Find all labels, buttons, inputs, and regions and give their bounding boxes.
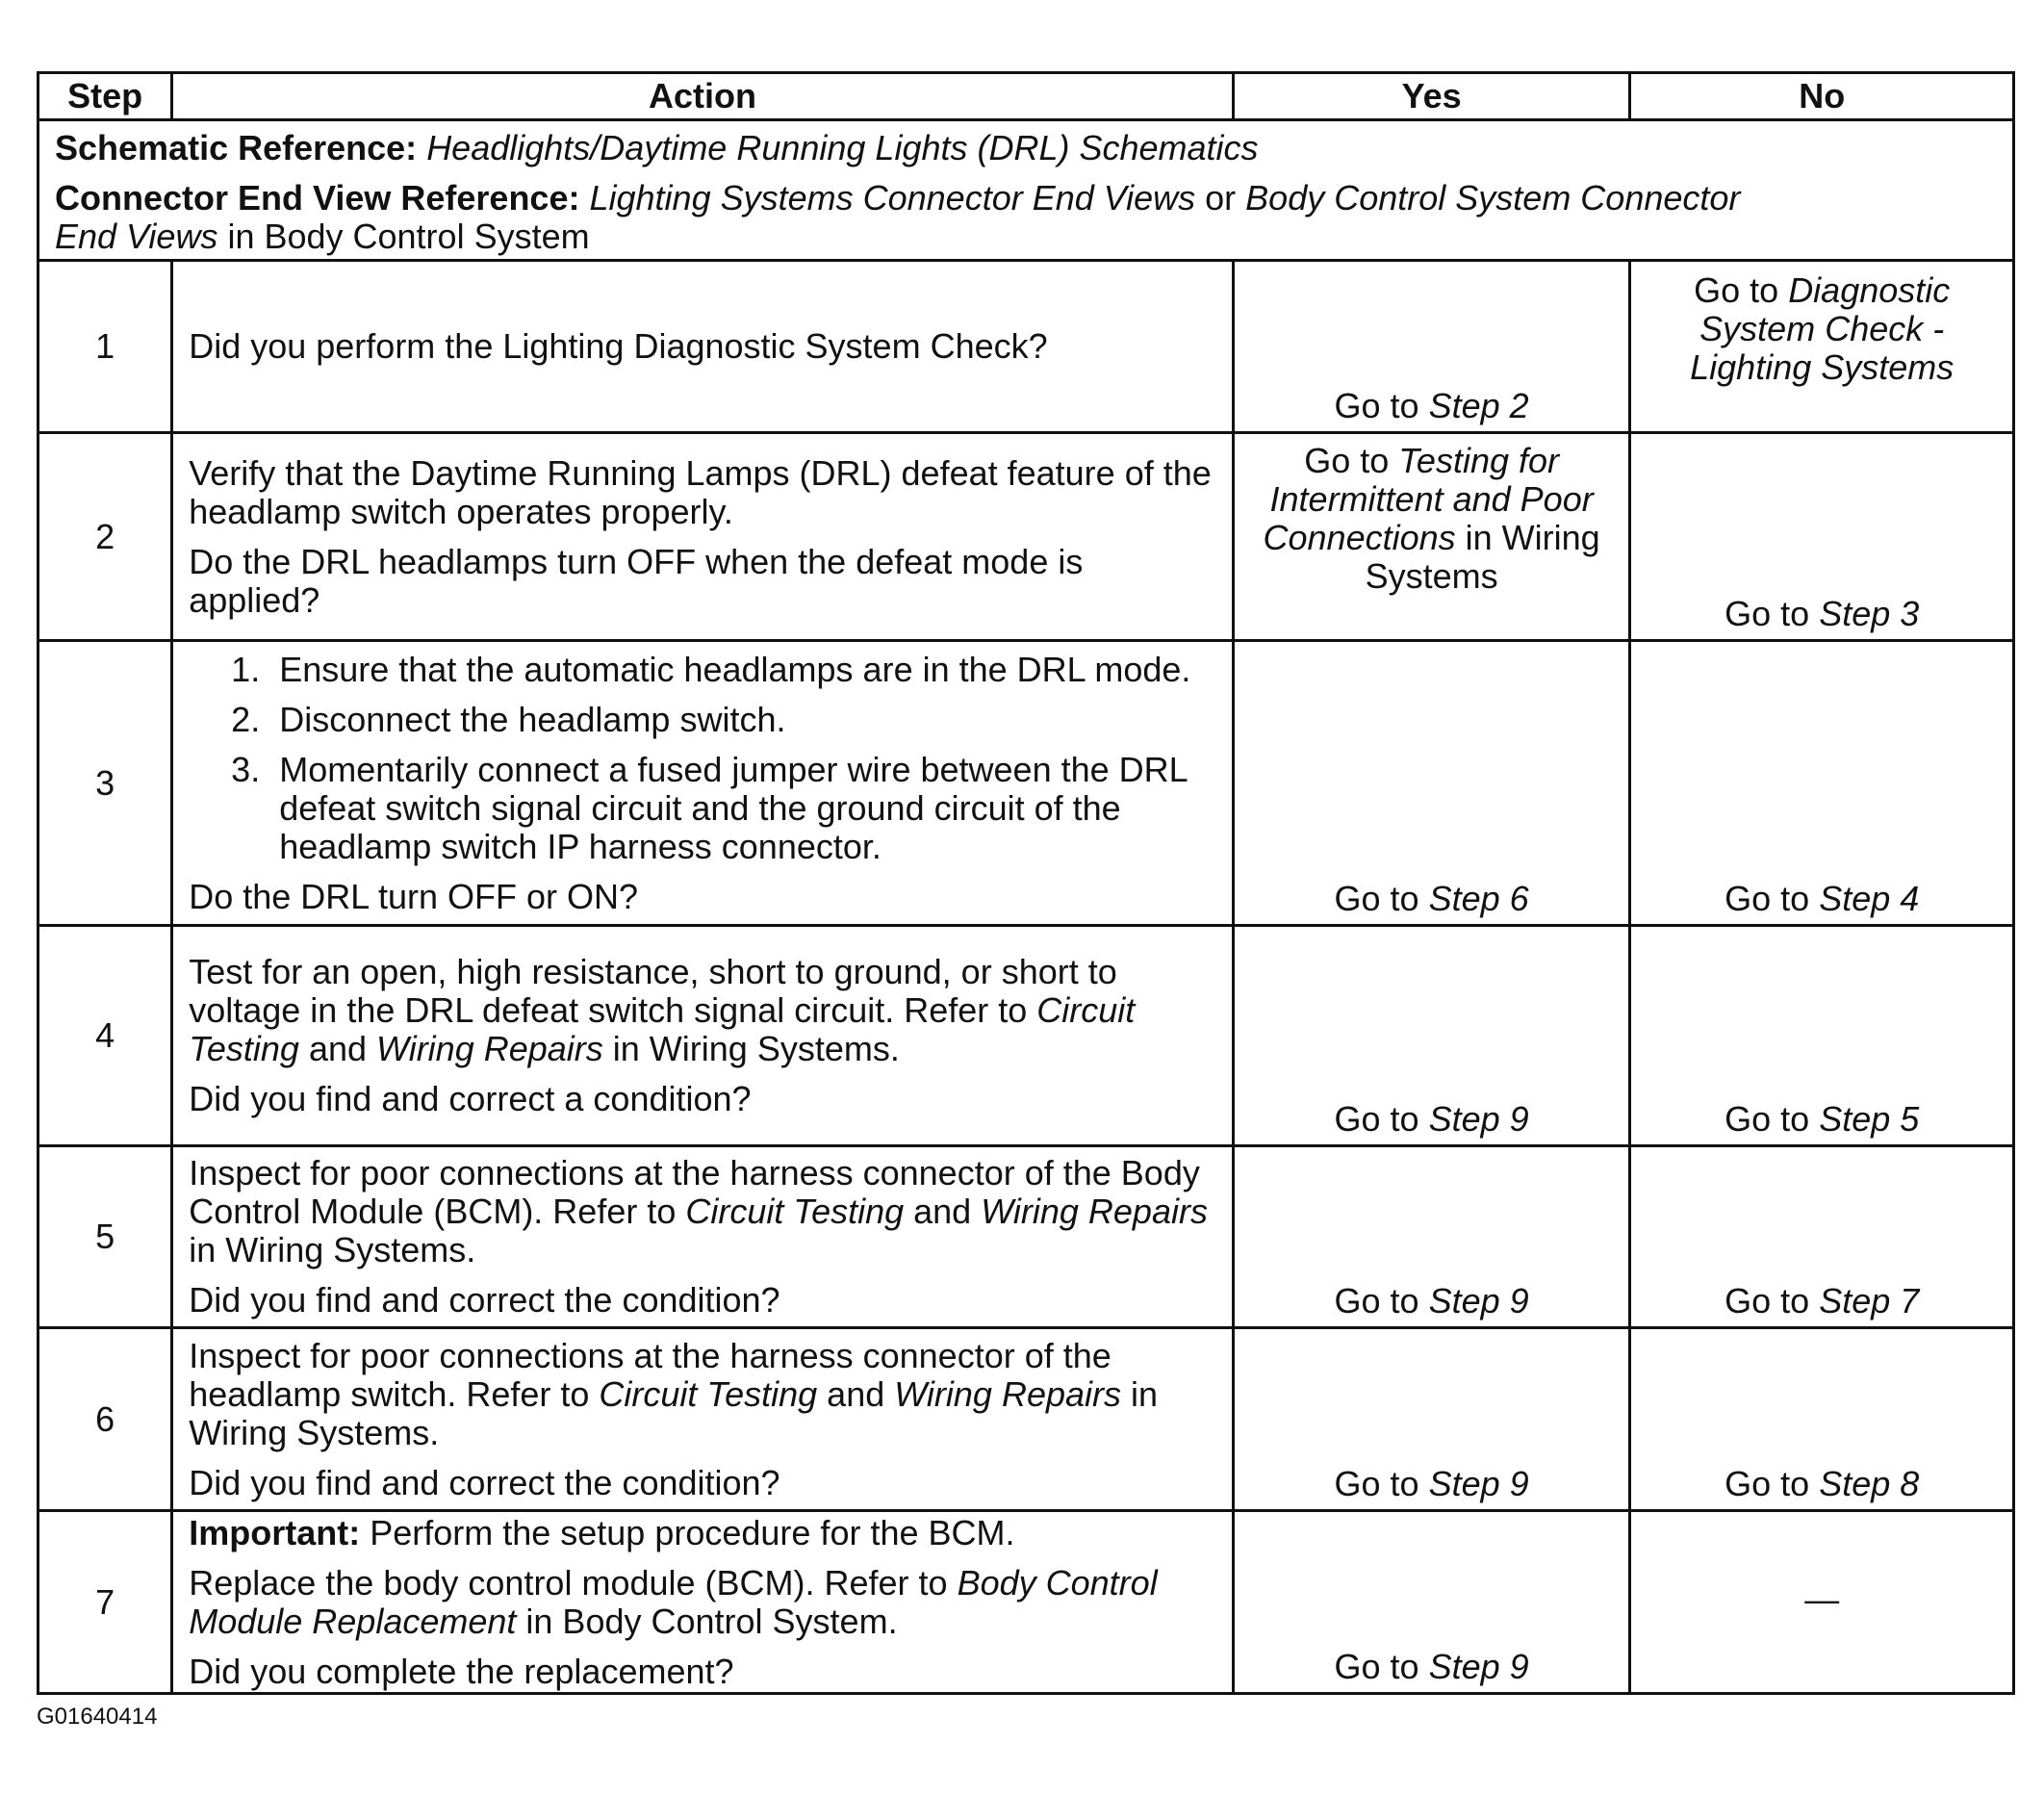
no-cell bbox=[1630, 641, 2014, 926]
list-item: 3. Momentarily connect a fused jumper wire between the DRL defeat switch signal circuit and the ground circuit of the headlamp switch IP harness connector. bbox=[269, 751, 1216, 866]
yes-cell bbox=[1233, 433, 1630, 641]
yes-prefix: Go to bbox=[1334, 1647, 1429, 1686]
schematic-reference bbox=[55, 129, 1997, 167]
no-link[interactable]: Step 3 bbox=[1819, 594, 1920, 633]
action-text-part: Test for an open, high resistance, short to ground, or short to voltage in the DRL defeat switch signal circuit. Refer to bbox=[189, 952, 1117, 1030]
action-text-part: Inspect for poor connections at the harness connector of the headlamp switch. Refer to bbox=[189, 1335, 1111, 1414]
action-text-part: in Wiring Systems. bbox=[602, 1029, 900, 1068]
yes-link[interactable]: Step 9 bbox=[1428, 1099, 1529, 1139]
step-number: 6 bbox=[38, 1328, 172, 1511]
action-question: Do the DRL headlamps turn OFF when the defeat mode is applied? bbox=[189, 541, 1084, 620]
action-list bbox=[189, 651, 1216, 866]
connector-reference bbox=[55, 179, 1787, 256]
figure-id: G01640414 bbox=[37, 1704, 158, 1730]
yes-link[interactable]: Step 9 bbox=[1428, 1647, 1529, 1686]
action-text-part: in Wiring Systems. bbox=[189, 1373, 1159, 1452]
header-no: No bbox=[1630, 73, 2014, 120]
no-prefix: Go to bbox=[1725, 1281, 1820, 1321]
connector-reference-or: or bbox=[1195, 177, 1246, 218]
header-row bbox=[38, 73, 2014, 120]
no-cell: — bbox=[1630, 1511, 2014, 1694]
action-cell bbox=[172, 641, 1234, 926]
action-question: Did you find and correct the condition? bbox=[189, 1462, 780, 1502]
no-cell bbox=[1630, 1146, 2014, 1328]
action-question: Do the DRL turn OFF or ON? bbox=[189, 876, 639, 916]
circuit-testing-link[interactable]: Circuit Testing bbox=[189, 990, 1136, 1068]
no-cell bbox=[1630, 926, 2014, 1146]
table-row bbox=[38, 926, 2014, 1146]
no-prefix: Go to bbox=[1725, 1464, 1820, 1503]
no-prefix: Go to bbox=[1725, 1099, 1820, 1139]
action-text-part: in Body Control System. bbox=[516, 1601, 898, 1641]
action-question: Did you find and correct a condition? bbox=[189, 1079, 752, 1118]
table-row bbox=[38, 641, 2014, 926]
no-cell bbox=[1630, 261, 2014, 433]
table-row bbox=[38, 1146, 2014, 1328]
yes-cell bbox=[1233, 1511, 1630, 1694]
important-label: Important: bbox=[189, 1512, 361, 1552]
step-number: 1 bbox=[38, 261, 172, 433]
action-text-part: Replace the body control module (BCM). Refer to bbox=[189, 1562, 958, 1603]
action-text-part: Inspect for poor connections at the harness connector of the Body Control Module (BCM). Refer to bbox=[189, 1153, 1200, 1231]
header-step: Step bbox=[38, 73, 172, 120]
yes-link[interactable]: Testing for Intermittent and Poor Connections bbox=[1263, 441, 1594, 557]
step-number: 4 bbox=[38, 926, 172, 1146]
yes-prefix: Go to bbox=[1334, 386, 1429, 425]
action-text-part: and bbox=[904, 1192, 982, 1231]
action-cell bbox=[172, 926, 1234, 1146]
table-row bbox=[38, 433, 2014, 641]
yes-prefix: Go to bbox=[1334, 1281, 1429, 1321]
header-action: Action bbox=[172, 73, 1234, 120]
circuit-testing-link[interactable]: Circuit Testing bbox=[685, 1192, 905, 1231]
list-item: 1. Ensure that the automatic headlamps are in the DRL mode. bbox=[269, 651, 1216, 689]
yes-cell bbox=[1233, 1146, 1630, 1328]
action-text: Did you perform the Lighting Diagnostic System Check? bbox=[189, 326, 1048, 366]
connector-reference-label: Connector End View Reference: bbox=[55, 177, 580, 218]
reference-row bbox=[38, 120, 2014, 261]
no-link[interactable]: Step 8 bbox=[1819, 1464, 1920, 1503]
reference-cell bbox=[38, 120, 2014, 261]
no-link[interactable]: Step 7 bbox=[1819, 1281, 1920, 1321]
action-text bbox=[189, 1564, 1216, 1641]
yes-prefix: Go to bbox=[1334, 1464, 1429, 1503]
step-number: 7 bbox=[38, 1511, 172, 1694]
no-link[interactable]: Step 4 bbox=[1819, 879, 1920, 918]
action-question: Did you complete the replacement? bbox=[189, 1651, 734, 1691]
table-row bbox=[38, 261, 2014, 433]
action-text bbox=[189, 1337, 1216, 1452]
action-text bbox=[189, 953, 1216, 1068]
yes-cell bbox=[1233, 261, 1630, 433]
action-cell bbox=[172, 261, 1234, 433]
action-cell bbox=[172, 1511, 1234, 1694]
yes-cell bbox=[1233, 1328, 1630, 1511]
no-prefix: Go to bbox=[1725, 879, 1820, 918]
wiring-repairs-link[interactable]: Wiring Repairs bbox=[981, 1192, 1208, 1231]
action-text: Verify that the Daytime Running Lamps (DRL) defeat feature of the headlamp switch operates properly. bbox=[189, 452, 1212, 531]
circuit-testing-link[interactable]: Circuit Testing bbox=[599, 1373, 818, 1414]
action-text-part: and bbox=[298, 1029, 377, 1068]
yes-link[interactable]: Step 9 bbox=[1428, 1281, 1529, 1321]
step-number: 5 bbox=[38, 1146, 172, 1328]
yes-prefix: Go to bbox=[1334, 879, 1429, 918]
yes-link[interactable]: Step 2 bbox=[1428, 386, 1529, 425]
yes-prefix: Go to bbox=[1304, 441, 1399, 480]
schematic-reference-label: Schematic Reference: bbox=[55, 127, 418, 167]
wiring-repairs-link[interactable]: Wiring Repairs bbox=[376, 1029, 603, 1068]
yes-prefix: Go to bbox=[1334, 1099, 1429, 1139]
action-cell bbox=[172, 1146, 1234, 1328]
connector-reference-suffix: in Body Control System bbox=[217, 216, 590, 256]
important-note bbox=[189, 1514, 1216, 1552]
action-text-part: and bbox=[817, 1373, 895, 1414]
action-question: Did you find and correct the condition? bbox=[189, 1280, 780, 1320]
no-cell bbox=[1630, 1328, 2014, 1511]
connector-reference-value-2: Body Control System Connector End Views bbox=[55, 177, 1741, 256]
important-text: Perform the setup procedure for the BCM. bbox=[360, 1512, 1015, 1552]
table-row bbox=[38, 1511, 2014, 1694]
header-yes: Yes bbox=[1233, 73, 1630, 120]
step-number: 3 bbox=[38, 641, 172, 926]
bcm-replacement-link[interactable]: Body Control Module Replacement bbox=[189, 1562, 1158, 1641]
connector-reference-value-1: Lighting Systems Connector End Views bbox=[589, 177, 1196, 218]
no-link[interactable]: Step 5 bbox=[1819, 1099, 1920, 1139]
yes-link[interactable]: Step 6 bbox=[1428, 879, 1529, 918]
table-row bbox=[38, 1328, 2014, 1511]
no-link[interactable]: Diagnostic System Check - Lighting Systems bbox=[1690, 270, 1955, 387]
list-item: 2. Disconnect the headlamp switch. bbox=[269, 701, 1216, 739]
diagnostic-table bbox=[37, 71, 2015, 1695]
yes-cell bbox=[1233, 641, 1630, 926]
action-cell bbox=[172, 433, 1234, 641]
wiring-repairs-link[interactable]: Wiring Repairs bbox=[894, 1373, 1121, 1414]
no-cell bbox=[1630, 433, 2014, 641]
schematic-reference-value: Headlights/Daytime Running Lights (DRL) Schematics bbox=[426, 127, 1259, 167]
no-prefix: Go to bbox=[1725, 594, 1820, 633]
action-text bbox=[189, 1154, 1216, 1269]
no-prefix: Go to bbox=[1694, 270, 1789, 310]
action-cell bbox=[172, 1328, 1234, 1511]
yes-link[interactable]: Step 9 bbox=[1428, 1464, 1529, 1503]
action-text-part: in Wiring Systems. bbox=[189, 1230, 476, 1269]
yes-suffix: in Wiring Systems bbox=[1365, 518, 1600, 596]
yes-cell bbox=[1233, 926, 1630, 1146]
step-number: 2 bbox=[38, 433, 172, 641]
